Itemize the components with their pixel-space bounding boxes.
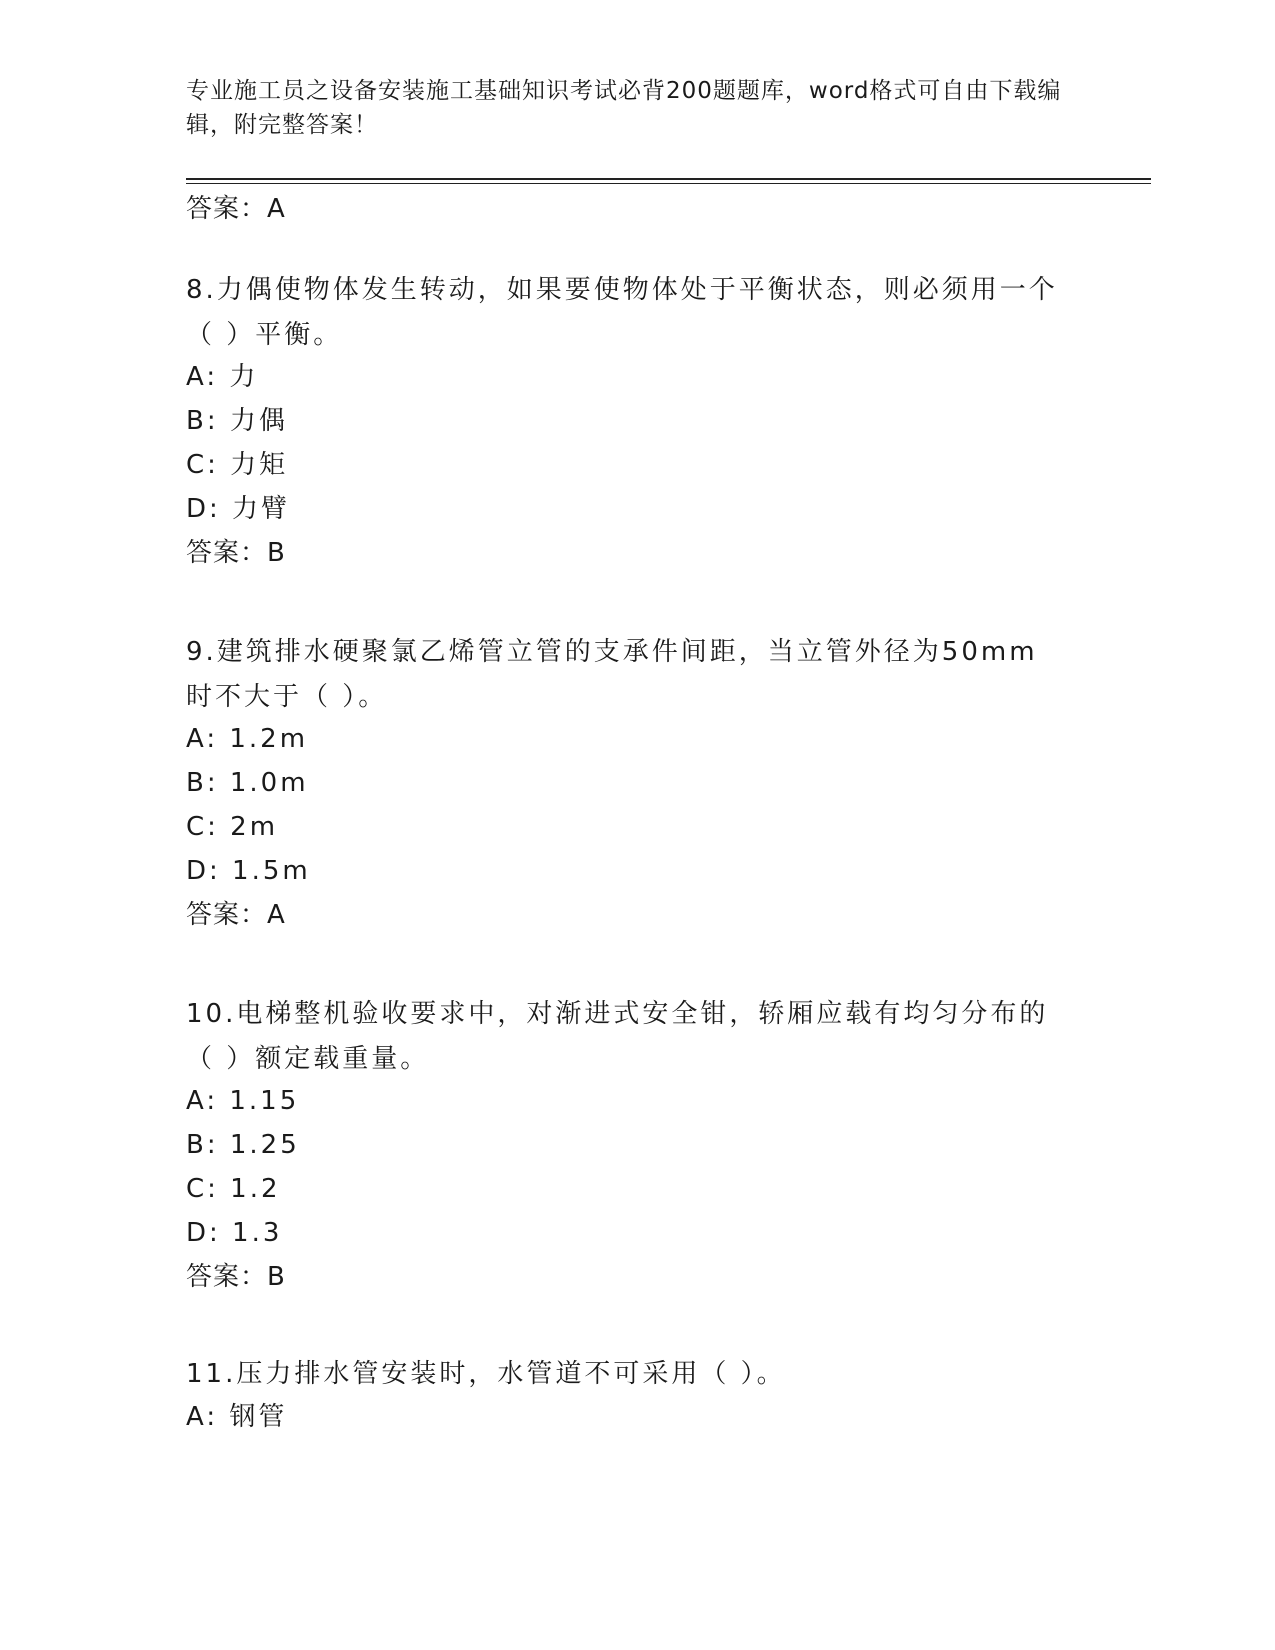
question-8-option-b: B: 力偶 [186,406,288,436]
question-10-option-b: B: 1.25 [186,1130,300,1160]
question-11-stem: 11.压力排水管安装时，水管道不可采用（ ）。 [186,1359,786,1389]
question-10-option-c: C: 1.2 [186,1174,281,1204]
question-10-option-a: A: 1.15 [186,1086,300,1116]
question-11-option-a: A: 钢管 [186,1402,288,1432]
question-8-option-d: D: 力臂 [186,494,291,524]
previous-question-answer: 答案：A [186,194,286,224]
question-10-stem: 10.电梯整机验收要求中，对渐进式安全钳，轿厢应载有均匀分布的（ ）额定载重量。 [186,999,1049,1074]
page-header-title: 专业施工员之设备安装施工基础知识考试必背200题题库，word格式可自由下载编辑，附完整答案！ [186,78,1062,138]
question-9-answer: 答案：A [186,900,286,930]
header-divider-thin [186,183,1151,184]
question-9-option-a: A: 1.2m [186,724,309,754]
question-9-option-d: D: 1.5m [186,856,311,886]
question-10-option-d: D: 1.3 [186,1218,283,1248]
question-8-stem: 8.力偶使物体发生转动，如果要使物体处于平衡状态，则必须用一个（ ）平衡。 [186,275,1058,350]
question-9-option-c: C: 2m [186,812,279,842]
question-8-option-c: C: 力矩 [186,450,289,480]
question-8-answer: 答案：B [186,538,286,568]
question-10-answer: 答案：B [186,1262,286,1292]
header-divider-thick [186,178,1151,180]
question-9-option-b: B: 1.0m [186,768,309,798]
question-9-stem: 9.建筑排水硬聚氯乙烯管立管的支承件间距，当立管外径为50mm时不大于（ ）。 [186,637,1038,712]
question-8-option-a: A: 力 [186,362,259,392]
